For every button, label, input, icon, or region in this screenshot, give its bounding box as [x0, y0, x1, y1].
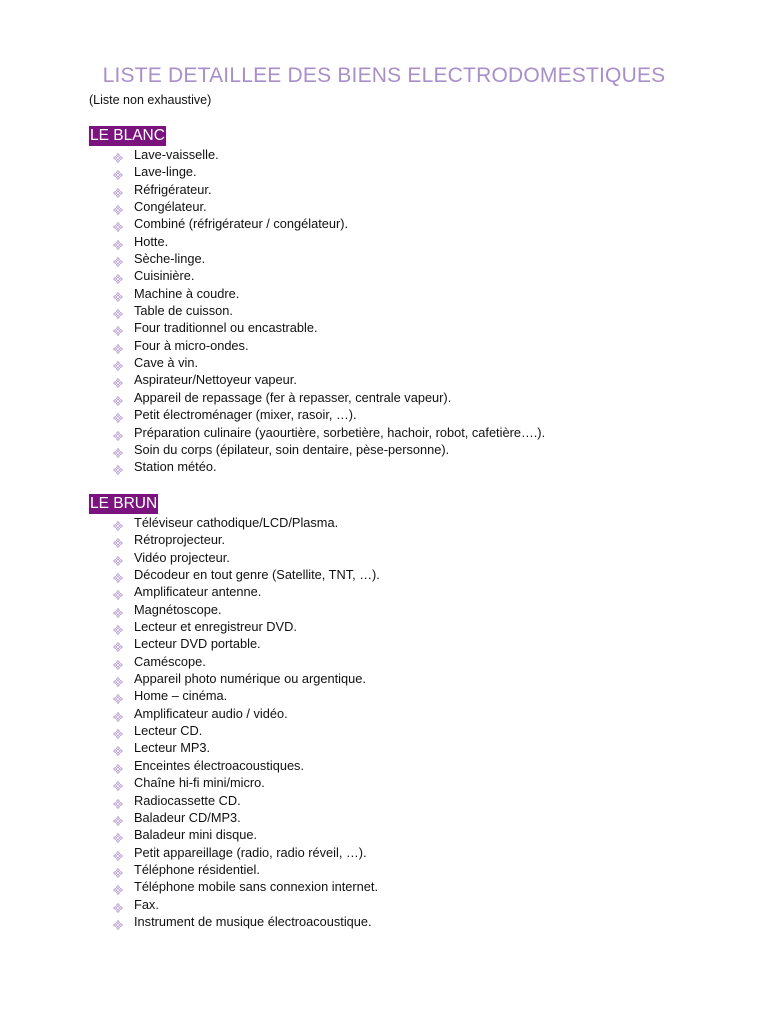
list-item [89, 774, 709, 791]
four-diamond-bullet-icon [113, 410, 123, 420]
list-item [89, 233, 709, 250]
list-item-text: Appareil de repassage (fer à repasser, centrale vapeur). [134, 389, 452, 405]
four-diamond-bullet-icon [113, 639, 123, 649]
four-diamond-bullet-icon [113, 535, 123, 545]
four-diamond-bullet-icon [113, 553, 123, 563]
four-diamond-bullet-icon [113, 622, 123, 632]
list-item [89, 670, 709, 687]
item-list-le-blanc [89, 146, 709, 476]
four-diamond-bullet-icon [113, 150, 123, 160]
list-item-text: Téléviseur cathodique/LCD/Plasma. [134, 515, 339, 530]
list-item-text: Chaîne hi-fi mini/micro. [134, 775, 265, 791]
four-diamond-bullet-icon [113, 743, 123, 753]
four-diamond-bullet-icon [113, 900, 123, 910]
list-item-text: Lecteur et enregistreur DVD. [134, 619, 297, 635]
list-item [89, 354, 709, 371]
list-item [89, 792, 709, 809]
list-item-text: Amplificateur antenne. [134, 584, 262, 600]
list-item [89, 896, 709, 913]
list-item-text: Radiocassette CD. [134, 792, 241, 808]
list-item [89, 549, 709, 566]
four-diamond-bullet-icon [113, 185, 123, 195]
list-item-text: Enceintes électroacoustiques. [134, 757, 305, 773]
list-item [89, 389, 709, 406]
list-item [89, 566, 709, 583]
list-item-text: Caméscope. [134, 653, 206, 669]
list-item [89, 722, 709, 739]
four-diamond-bullet-icon [113, 237, 123, 247]
list-item [89, 739, 709, 756]
list-item-text: Lave-linge. [134, 164, 197, 180]
list-item-text: Four traditionnel ou encastrable. [134, 320, 318, 336]
list-item [89, 601, 709, 618]
list-item-text: Cave à vin. [134, 355, 199, 371]
list-item [89, 809, 709, 826]
four-diamond-bullet-icon [113, 674, 123, 684]
four-diamond-bullet-icon [113, 254, 123, 264]
list-item-text: Lecteur CD. [134, 723, 203, 739]
section-le-brun [89, 494, 709, 930]
list-item [89, 618, 709, 635]
four-diamond-bullet-icon [113, 375, 123, 385]
list-item-text: Lave-vaisselle. [134, 147, 219, 162]
four-diamond-bullet-icon [113, 341, 123, 351]
list-item [89, 267, 709, 284]
item-list-le-brun [89, 514, 709, 930]
list-item [89, 514, 709, 531]
list-item [89, 441, 709, 458]
four-diamond-bullet-icon [113, 813, 123, 823]
list-item-text: Home – cinéma. [134, 688, 228, 704]
four-diamond-bullet-icon [113, 830, 123, 840]
four-diamond-bullet-icon [113, 271, 123, 281]
list-item-text: Combiné (réfrigérateur / congélateur). [134, 216, 349, 232]
list-item [89, 653, 709, 670]
list-item [89, 635, 709, 652]
list-item-text: Machine à coudre. [134, 285, 240, 301]
list-item-text: Baladeur mini disque. [134, 827, 258, 843]
four-diamond-bullet-icon [113, 726, 123, 736]
list-item [89, 406, 709, 423]
list-item-text: Réfrigérateur. [134, 181, 212, 197]
four-diamond-bullet-icon [113, 428, 123, 438]
list-item-text: Hotte. [134, 233, 169, 249]
page-subtitle: (Liste non exhaustive) [89, 93, 212, 107]
four-diamond-bullet-icon [113, 796, 123, 806]
list-item [89, 146, 709, 163]
list-item [89, 531, 709, 548]
list-item [89, 250, 709, 267]
four-diamond-bullet-icon [113, 289, 123, 299]
list-item-text: Four à micro-ondes. [134, 337, 249, 353]
four-diamond-bullet-icon [113, 393, 123, 403]
list-item-text: Appareil photo numérique ou argentique. [134, 671, 366, 687]
four-diamond-bullet-icon [113, 587, 123, 597]
list-item [89, 687, 709, 704]
list-item-text: Fax. [134, 896, 159, 912]
four-diamond-bullet-icon [113, 917, 123, 927]
list-item-text: Rétroprojecteur. [134, 532, 226, 548]
four-diamond-bullet-icon [113, 518, 123, 528]
four-diamond-bullet-icon [113, 167, 123, 177]
list-item-text: Vidéo projecteur. [134, 549, 230, 565]
list-item [89, 757, 709, 774]
four-diamond-bullet-icon [113, 657, 123, 667]
list-item-text: Baladeur CD/MP3. [134, 809, 241, 825]
list-item [89, 371, 709, 388]
four-diamond-bullet-icon [113, 306, 123, 316]
list-item [89, 913, 709, 930]
list-item-text: Congélateur. [134, 199, 207, 215]
list-item [89, 844, 709, 861]
list-item [89, 458, 709, 475]
list-item [89, 181, 709, 198]
four-diamond-bullet-icon [113, 323, 123, 333]
four-diamond-bullet-icon [113, 605, 123, 615]
list-item-text: Lecteur MP3. [134, 740, 211, 756]
four-diamond-bullet-icon [113, 709, 123, 719]
list-item-text: Décodeur en tout genre (Satellite, TNT, …). [134, 567, 380, 583]
four-diamond-bullet-icon [113, 570, 123, 580]
list-item-text: Station météo. [134, 459, 217, 475]
list-item [89, 705, 709, 722]
four-diamond-bullet-icon [113, 691, 123, 701]
four-diamond-bullet-icon [113, 848, 123, 858]
list-item [89, 198, 709, 215]
list-item [89, 319, 709, 336]
four-diamond-bullet-icon [113, 462, 123, 472]
list-item-text: Petit appareillage (radio, radio réveil, …). [134, 844, 367, 860]
list-item [89, 302, 709, 319]
list-item [89, 826, 709, 843]
page-title: LISTE DETAILLEE DES BIENS ELECTRODOMESTIQUES [102, 64, 666, 87]
list-item [89, 878, 709, 895]
list-item-text: Amplificateur audio / vidéo. [134, 705, 288, 721]
four-diamond-bullet-icon [113, 778, 123, 788]
list-item-text: Magnétoscope. [134, 601, 222, 617]
list-item [89, 424, 709, 441]
list-item-text: Cuisinière. [134, 268, 195, 284]
list-item-text: Téléphone mobile sans connexion internet. [134, 879, 379, 895]
four-diamond-bullet-icon [113, 761, 123, 771]
section-le-blanc [89, 126, 709, 476]
list-item-text: Instrument de musique électroacoustique. [134, 913, 372, 929]
list-item-text: Sèche-linge. [134, 251, 206, 267]
list-item-text: Téléphone résidentiel. [134, 861, 260, 877]
four-diamond-bullet-icon [113, 219, 123, 229]
list-item [89, 285, 709, 302]
list-item-text: Aspirateur/Nettoyeur vapeur. [134, 372, 297, 388]
list-item [89, 861, 709, 878]
list-item [89, 163, 709, 180]
four-diamond-bullet-icon [113, 445, 123, 455]
list-item-text: Préparation culinaire (yaourtière, sorbetière, hachoir, robot, cafetière….). [134, 424, 546, 440]
four-diamond-bullet-icon [113, 358, 123, 368]
list-item [89, 583, 709, 600]
list-item [89, 337, 709, 354]
list-item-text: Lecteur DVD portable. [134, 636, 261, 652]
section-heading-le-brun: LE BRUN [90, 495, 158, 512]
list-item-text: Petit électroménager (mixer, rasoir, …). [134, 407, 357, 423]
four-diamond-bullet-icon [113, 882, 123, 892]
list-item [89, 215, 709, 232]
four-diamond-bullet-icon [113, 865, 123, 875]
list-item-text: Soin du corps (épilateur, soin dentaire, pèse-personne). [134, 441, 450, 457]
section-heading-le-blanc: LE BLANC [90, 127, 165, 144]
four-diamond-bullet-icon [113, 202, 123, 212]
list-item-text: Table de cuisson. [134, 303, 233, 319]
